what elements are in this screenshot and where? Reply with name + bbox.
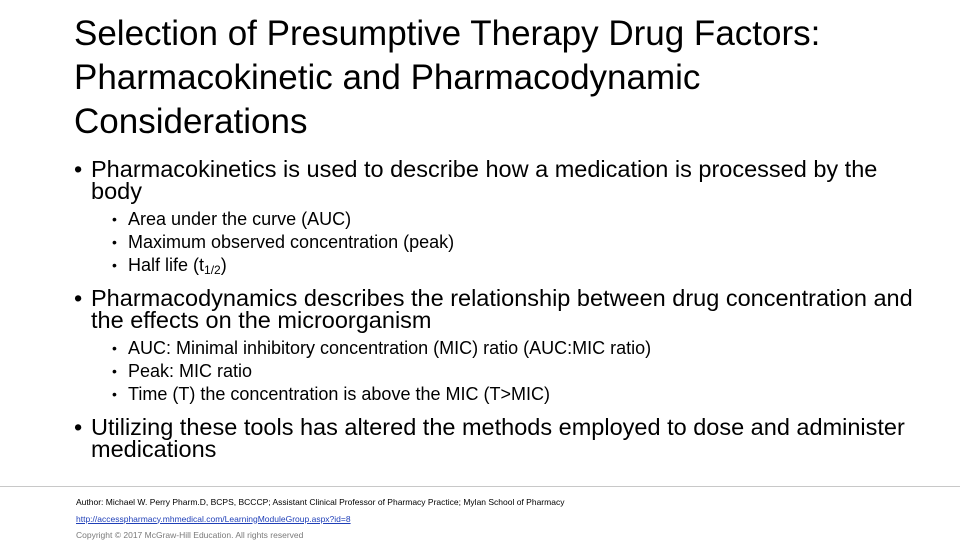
sub-bullet-item <box>112 254 934 277</box>
sub-bullet-text: Maximum observed concentration (peak) <box>128 232 455 252</box>
sub-bullet-text: Peak: MIC ratio <box>128 361 253 381</box>
bullet-icon: • <box>74 414 83 440</box>
sub-bullet-text: AUC: Minimal inhibitory concentration (MIC) ratio (AUC:MIC ratio) <box>128 338 652 358</box>
bullet-item <box>74 287 934 331</box>
sub-bullet-text: Time (T) the concentration is above the MIC (T>MIC) <box>128 384 550 404</box>
bullet-icon: • <box>74 285 83 311</box>
half-life-subscript: 1/2 <box>204 263 221 277</box>
sub-bullet-item <box>112 383 934 406</box>
bullet-icon: • <box>112 386 117 402</box>
bullet-icon: • <box>112 211 117 227</box>
bullet-icon: • <box>112 234 117 250</box>
sub-bullet-text <box>128 255 227 275</box>
bullet-item <box>74 416 934 460</box>
sub-bullet-item <box>112 360 934 383</box>
half-life-suffix: ) <box>220 255 227 275</box>
bullet-icon: • <box>112 363 117 379</box>
bullet-list <box>74 158 934 466</box>
sub-bullet-text: Area under the curve (AUC) <box>128 209 352 229</box>
title-line-1: Selection of Presumptive Therapy Drug Factors: <box>74 14 821 53</box>
sub-bullet-list <box>112 208 934 277</box>
footer-author: Author: Michael W. Perry Pharm.D, BCPS, BCCCP; Assistant Clinical Professor of Pharmacy Practice; Mylan School of Pharmacy <box>76 497 565 507</box>
footer-source-link[interactable]: http://accesspharmacy.mhmedical.com/LearningModuleGroup.aspx?id=8 <box>76 513 351 524</box>
title-line-2: Pharmacokinetic and Pharmacodynamic <box>74 58 701 97</box>
bullet-icon: • <box>74 156 83 182</box>
sub-bullet-item <box>112 337 934 360</box>
slide-footer <box>76 494 936 544</box>
sub-bullet-item <box>112 231 934 254</box>
footer-divider <box>0 486 960 487</box>
bullet-item <box>74 158 934 202</box>
sub-bullet-item <box>112 208 934 231</box>
slide-title <box>74 12 944 144</box>
bullet-text: Pharmacodynamics describes the relationship between drug concentration and the effects on the microorganism <box>91 285 913 333</box>
bullet-icon: • <box>112 340 117 356</box>
sub-bullet-list <box>112 337 934 406</box>
bullet-text: Utilizing these tools has altered the methods employed to dose and administer medications <box>91 414 905 462</box>
footer-copyright: Copyright © 2017 McGraw-Hill Education. All rights reserved <box>76 530 304 540</box>
title-line-3: Considerations <box>74 102 308 141</box>
bullet-text: Pharmacokinetics is used to describe how a medication is processed by the body <box>91 156 878 204</box>
half-life-prefix: Half life (t <box>128 255 205 275</box>
bullet-icon: • <box>112 257 117 273</box>
